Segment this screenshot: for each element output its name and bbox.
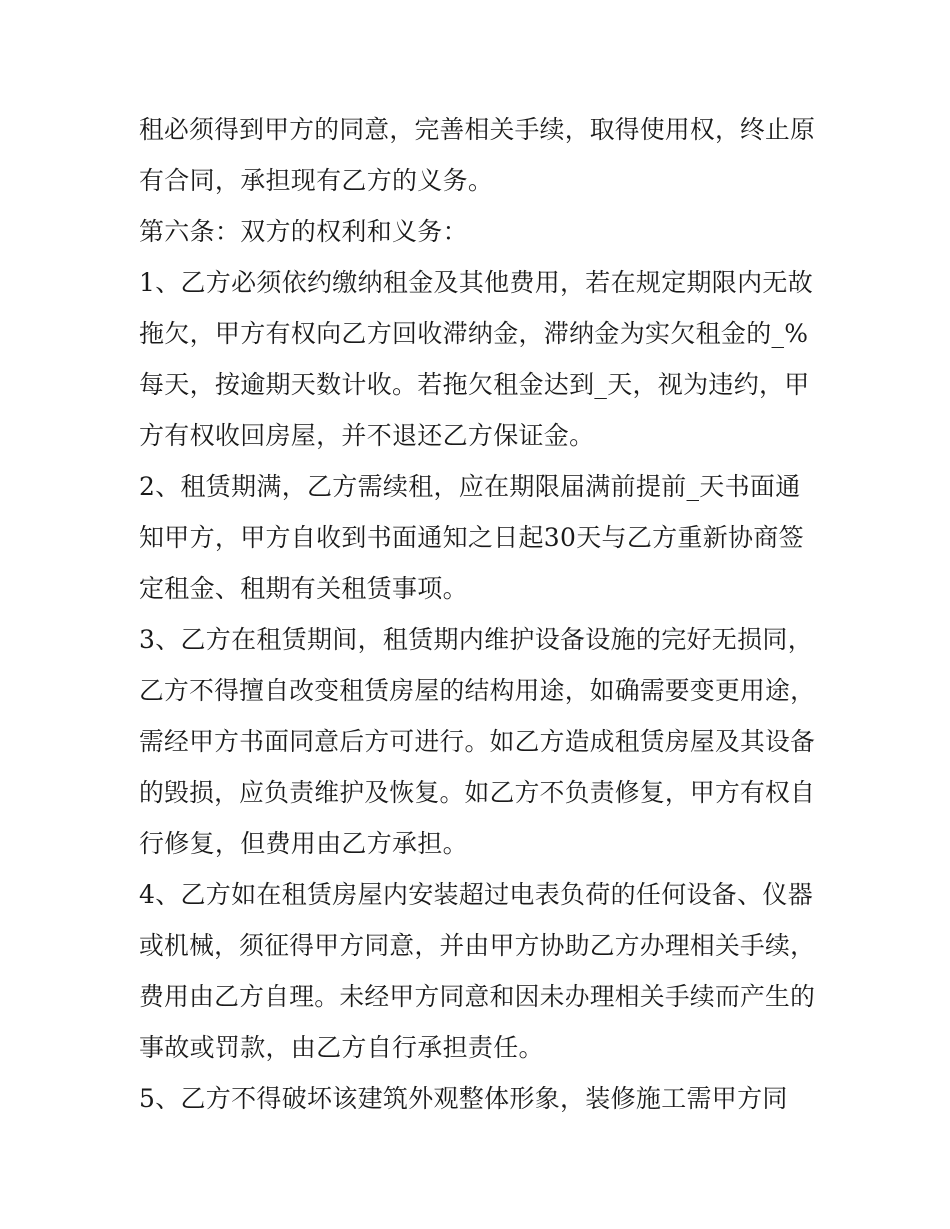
text-line: 3、乙方在租赁期间，租赁期内维护设备设施的完好无损同，	[139, 625, 814, 654]
text-line: 事故或罚款，由乙方自行承担责任。	[139, 1033, 544, 1062]
text-line: 1、乙方必须依约缴纳租金及其他费用，若在规定期限内无故	[139, 268, 814, 297]
text-line: 2、租赁期满，乙方需续租，应在期限届满前提前_天书面通	[139, 472, 801, 501]
text-line: 5、乙方不得破坏该建筑外观整体形象，装修施工需甲方同	[139, 1084, 788, 1113]
text-line: 拖欠，甲方有权向乙方回收滞纳金，滞纳金为实欠租金的_%	[139, 319, 809, 348]
text-line: 需经甲方书面同意后方可进行。如乙方造成租赁房屋及其设备	[139, 727, 816, 756]
text-line: 乙方不得擅自改变租赁房屋的结构用途，如确需要变更用途，	[139, 676, 816, 705]
article-heading: 第六条：双方的权利和义务：	[139, 217, 468, 246]
text-line: 租必须得到甲方的同意，完善相关手续，取得使用权，终止原	[139, 115, 816, 144]
text-line: 有合同，承担现有乙方的义务。	[139, 166, 494, 195]
text-line: 的毁损，应负责维护及恢复。如乙方不负责修复，甲方有权自	[139, 778, 816, 807]
text-line: 每天，按逾期天数计收。若拖欠租金达到_天，视为违约，甲	[139, 370, 810, 399]
text-line: 行修复，但费用由乙方承担。	[139, 829, 468, 858]
text-line: 4、乙方如在租赁房屋内安装超过电表负荷的任何设备、仪器	[139, 880, 814, 909]
text-line: 知甲方，甲方自收到书面通知之日起30天与乙方重新协商签	[139, 523, 804, 552]
text-line: 定租金、租期有关租赁事项。	[139, 574, 468, 603]
text-line: 或机械，须征得甲方同意，并由甲方协助乙方办理相关手续，	[139, 931, 816, 960]
text-line: 费用由乙方自理。未经甲方同意和因未办理相关手续而产生的	[139, 982, 816, 1011]
text-line: 方有权收回房屋，并不退还乙方保证金。	[139, 421, 595, 450]
